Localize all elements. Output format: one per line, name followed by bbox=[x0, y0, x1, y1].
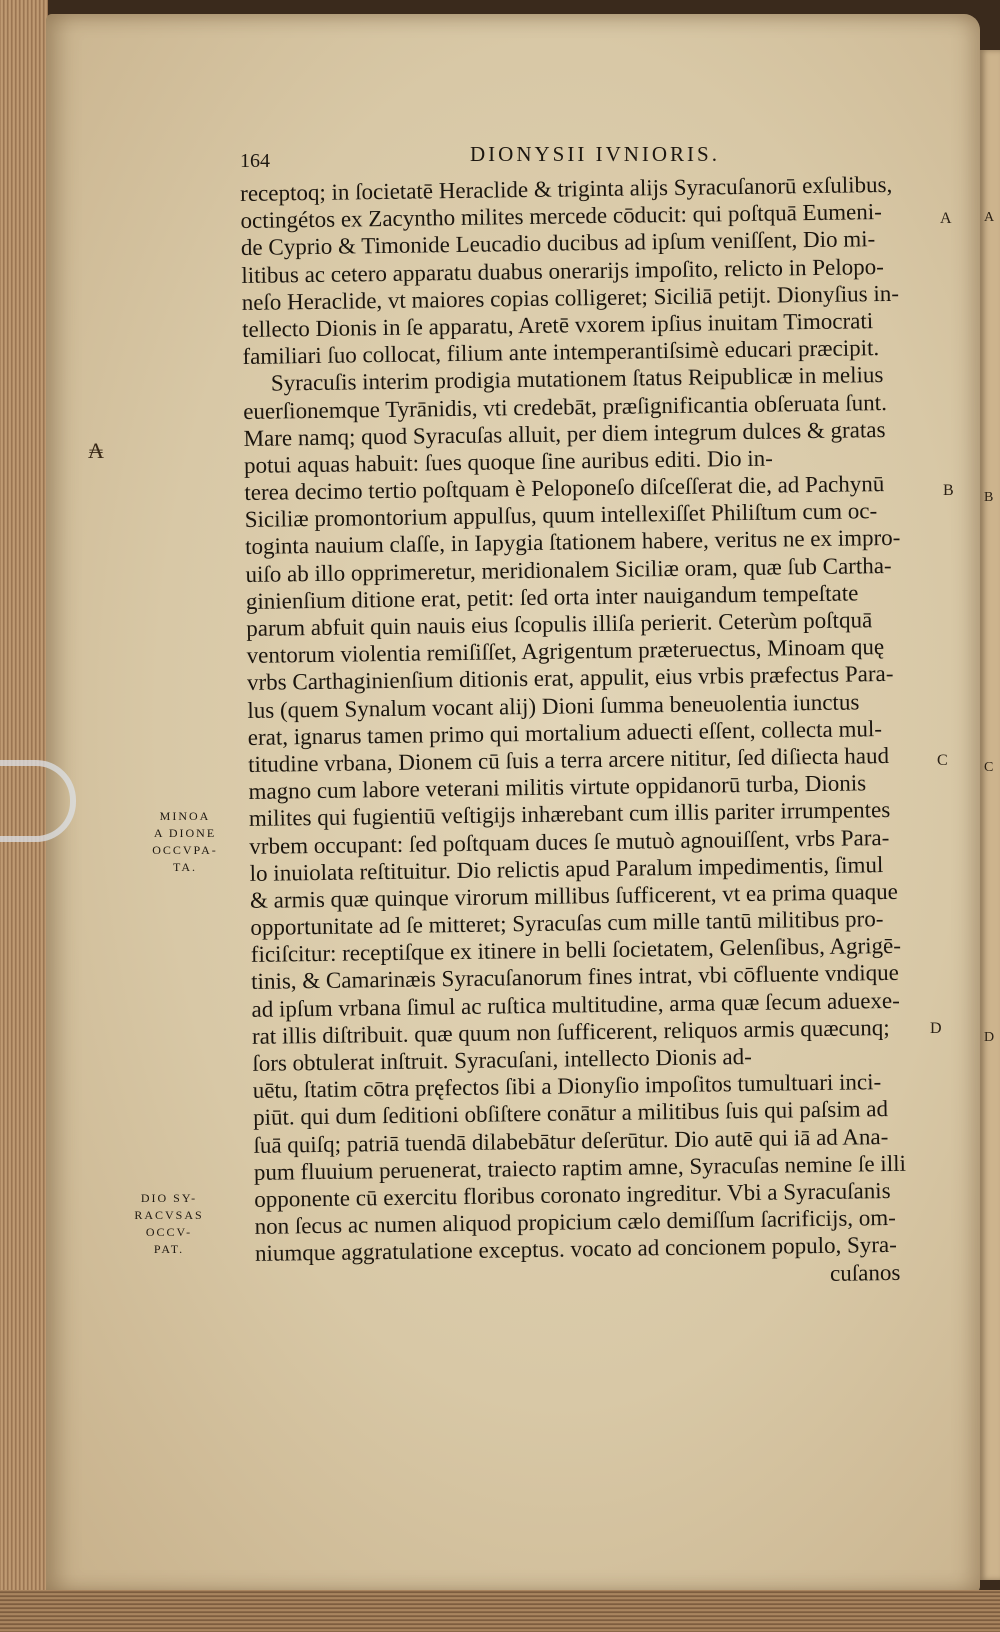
text-line: ginienſium ditione erat, petit: ſed orta inter nauigandum tempeſtate bbox=[245, 580, 859, 614]
text-line: Syracuſis interim prodigia mutationem ſtatus Reipublicæ in melius bbox=[270, 362, 884, 396]
text-line: & armis quæ quinque virorum millibus ſufficerent, vt ea prima quaque bbox=[249, 878, 899, 913]
facing-page-fragment: C bbox=[984, 760, 994, 775]
page-clip bbox=[0, 760, 76, 842]
text-line: lus (quem Synalum vocant alij) Dioni ſumma beneuolentia iunctus bbox=[247, 688, 860, 723]
text-line: lo inuiolata reſtituitur. Dio relictis apud Paralum impedimentis, ſimul bbox=[249, 851, 884, 886]
text-line: de Cyprio & Timonide Leucadio ducibus ad ipſum veniſſent, Dio mi- bbox=[240, 226, 876, 261]
text-line: milites qui fugientiū veſtigijs inhærebant cum illis pariter irrumpentes bbox=[248, 797, 891, 832]
text-line: tinis, & Camarinæis Syracuſanorum fines intrat, vbi cōfluente vndique bbox=[251, 960, 900, 995]
text-line: rat illis diſtribuit. quæ quum non ſufficerent, reliquos armis quæcunq; bbox=[251, 1014, 890, 1049]
margin-note-line: RACVSAS bbox=[134, 1208, 204, 1222]
text-line: toginta nauium claſſe, in Iapygia ſtationem habere, veritus ne ex impro- bbox=[244, 525, 901, 560]
section-marker: B bbox=[943, 482, 954, 499]
text-line: titudine vrbana, Dionem cū ſuis a terra arcere nititur, ſed diſiecta haud bbox=[247, 742, 890, 777]
margin-note-line: MINOA bbox=[159, 809, 211, 823]
margin-note-line: TA. bbox=[172, 860, 198, 874]
section-marker: D bbox=[930, 1020, 942, 1037]
text-line: parum abfuit quin nauis eius ſcopulis illiſa perierit. Ceterùm poſtquā bbox=[246, 607, 873, 641]
facing-page-fragment: D bbox=[984, 1030, 995, 1045]
text-line: uētu, ſtatim cōtra pręfectos ſibi a Dionyſio impoſitos tumultuari inci- bbox=[252, 1069, 882, 1104]
text-line: neſo Heraclide, vt maiores copias colligeret; Siciliā petijt. Dionyſius in- bbox=[241, 280, 900, 315]
margin-note-line: A DIONE bbox=[153, 826, 217, 840]
body-text bbox=[240, 170, 940, 1294]
text-line: vrbem occupant: ſed poſtquam duces ſe mutuò agnouiſſent, vrbs Para- bbox=[249, 824, 890, 859]
text-line: non ſecus ac numen aliquod propicium cælo demiſſum ſacrificijs, om- bbox=[254, 1205, 897, 1240]
text-line: piūt. qui dum ſeditioni obſiſtere conātur a militibus ſuis qui paſsim ad bbox=[252, 1096, 889, 1131]
facing-page-fragment: B bbox=[984, 490, 994, 505]
text-line: magno cum labore veterani militis virtute oppidanorū turba, Dionis bbox=[248, 770, 867, 805]
text-line: octingétos ex Zacyntho milites mercede cōducit: qui poſtquā Eumeni- bbox=[240, 199, 882, 234]
text-line: ſuā quiſq; patriā tuendā dilabebātur deſerūtur. Dio autē qui iā ad Ana- bbox=[253, 1123, 889, 1158]
margin-note-line: OCCVPA- bbox=[152, 843, 218, 857]
text-line: ficiſcitur: receptiſque ex itinere in belli ſocietatem, Gelenſibus, Agrigē- bbox=[250, 933, 902, 968]
text-line: uiſo ab illo opprimeretur, meridionalem Siciliæ oram, quæ ſub Cartha- bbox=[245, 552, 892, 587]
margin-note-line: PAT. bbox=[153, 1242, 185, 1256]
book-bottom-edge bbox=[0, 1590, 1000, 1632]
facing-page-edge bbox=[980, 50, 1000, 1580]
section-marker: C bbox=[937, 752, 948, 769]
text-line: pum fluuium peruenerat, traiecto raptim amne, Syracuſas nemine ſe illi bbox=[253, 1150, 907, 1185]
margin-note-line: OCCV- bbox=[145, 1225, 193, 1239]
running-head: DIONYSII IVNIORIS. bbox=[470, 142, 720, 166]
text-line: erat, ignarus tamen primo qui mortalium aduecti eſſent, collecta mul- bbox=[247, 715, 883, 750]
margin-note-line: DIO SY- bbox=[140, 1191, 198, 1205]
text-line: potui aquas habuit: ſues quoque ſine auribus editi. Dio in- bbox=[243, 445, 774, 478]
text-line: vrbs Carthaginienſium ditionis erat, appulit, eius vrbis præfectus Para- bbox=[246, 661, 894, 696]
text-line: litibus ac cetero apparatu duabus onerarijs impoſito, relicto in Pelopo- bbox=[241, 253, 884, 288]
text-line: ad ipſum vrbana ſimul ac ruſtica multitudine, arma quæ ſecum aduexe- bbox=[251, 987, 900, 1022]
text-line: tellecto Dionis in ſe apparatu, Aretē vxorem ipſius inuitam Timocrati bbox=[241, 308, 874, 342]
text-line: Siciliæ promontorium appulſus, quum intellexiſſet Philiſtum cum oc- bbox=[244, 498, 878, 533]
text-line: niumque aggratulatione exceptus. vocato ad concionem populo, Syra- bbox=[254, 1232, 897, 1267]
margin-note bbox=[124, 1190, 214, 1258]
text-line: ſors obtulerat inſtruit. Syracuſani, intellecto Dionis ad- bbox=[252, 1043, 752, 1076]
page-number: 164 bbox=[240, 150, 270, 172]
text-line: opponente cū exercitu floribus coronato ingreditur. Vbi a Syracuſanis bbox=[254, 1177, 891, 1212]
text-line: receptoq; in ſocietatē Heraclide & triginta alijs Syracuſanorū exſulibus, bbox=[240, 171, 893, 206]
text-line: familiari ſuo collocat, filium ante intemperantiſsimè educari præcipit. bbox=[242, 335, 880, 370]
facing-page-fragment: A bbox=[984, 210, 995, 225]
section-marker: A bbox=[940, 210, 952, 227]
text-line: Mare namq; quod Syracuſas alluit, per diem integrum dulces & gratas bbox=[243, 416, 886, 451]
text-line: ventorum violentia remiſiſſet, Agrigentum præteruectus, Minoam quę bbox=[246, 634, 885, 669]
text-line: opportunitate ad ſe mitteret; Syracuſas cum mille tantū militibus pro- bbox=[250, 906, 884, 940]
margin-note bbox=[140, 808, 230, 876]
manuscript-mark: ₳ bbox=[88, 438, 104, 463]
text-line: euerſionemque Tyrānidis, vti credebāt, præſignificantia obſeruata ſunt. bbox=[243, 389, 888, 424]
text-line: terea decimo tertio poſtquam è Peloponeſo diſceſſerat die, ad Pachynū bbox=[244, 471, 885, 506]
catchword: cuſanos bbox=[829, 1259, 901, 1286]
